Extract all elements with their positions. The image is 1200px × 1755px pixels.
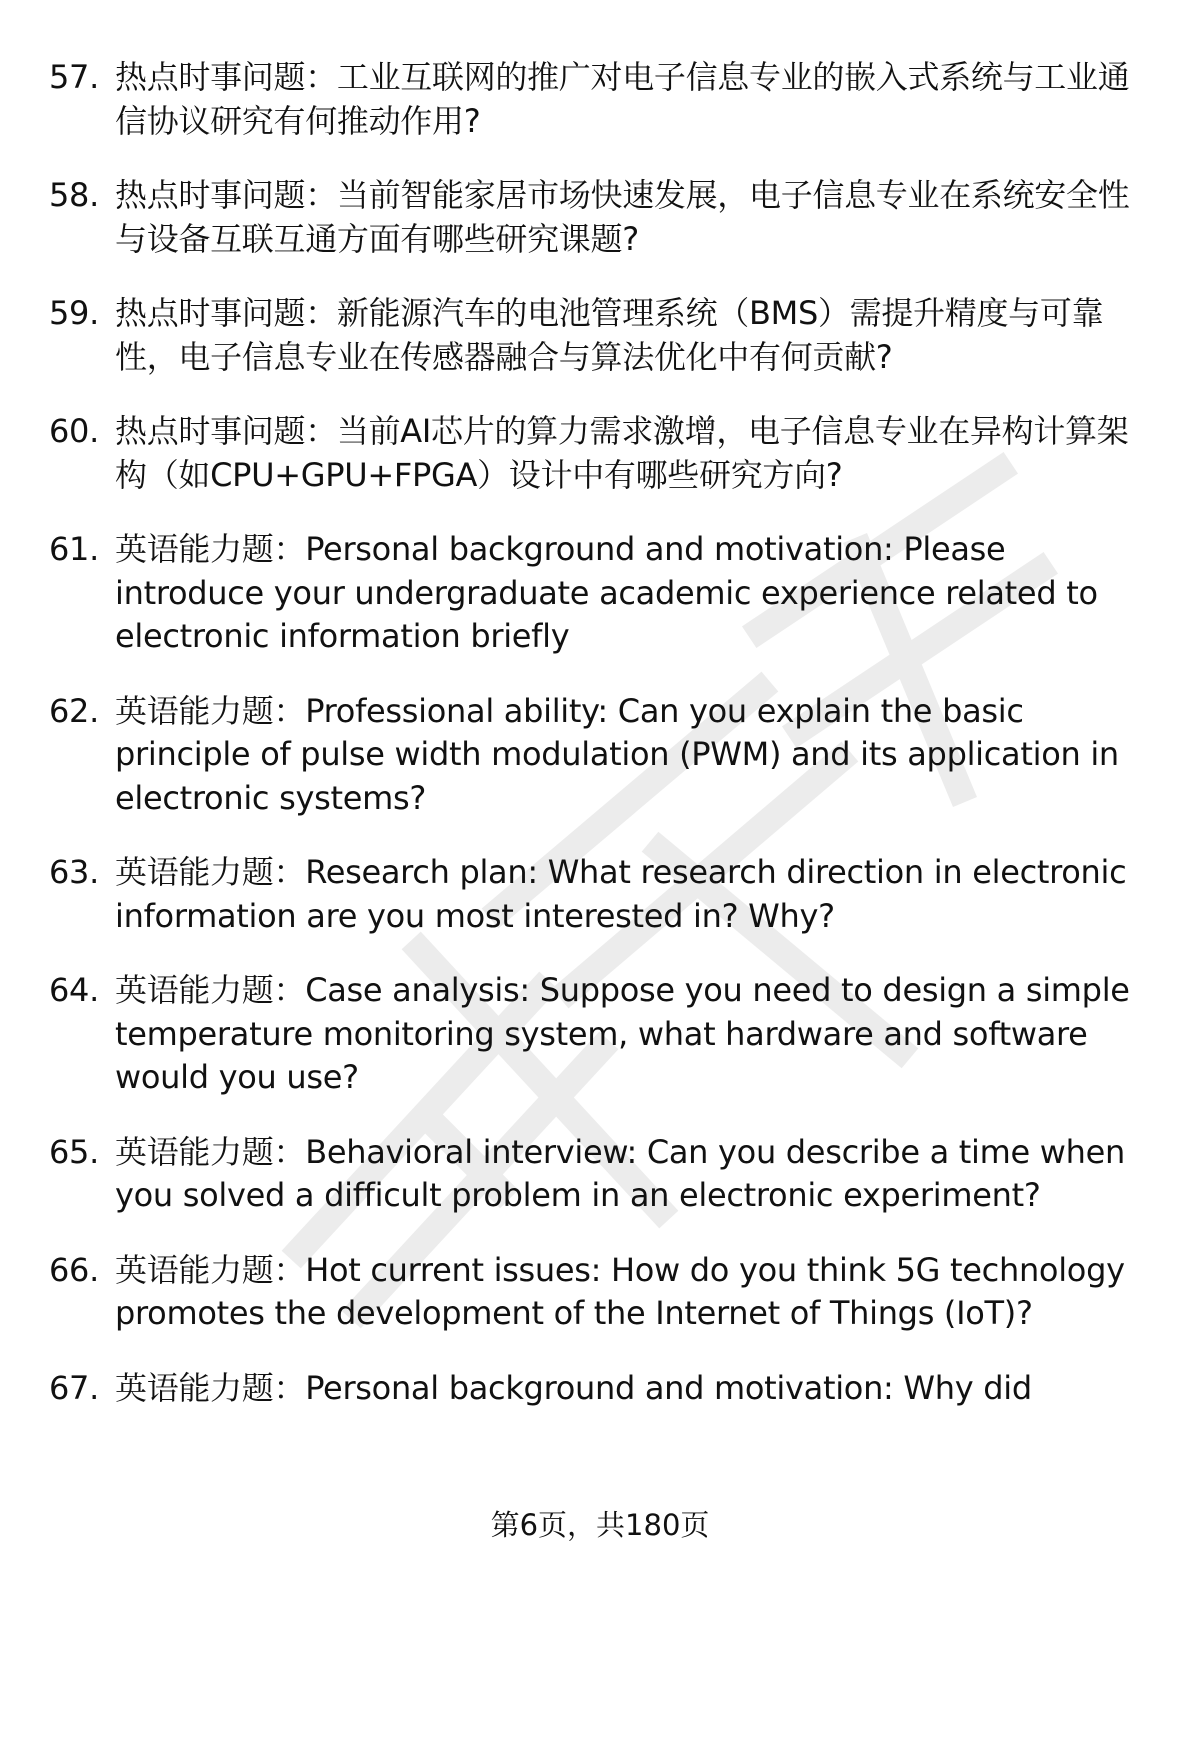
list-item — [0, 410, 1200, 497]
item-text: 热点时事问题：工业互联网的推广对电子信息专业的嵌入式系统与工业通信协议研究有何推动作用? — [115, 58, 1130, 140]
item-text: 英语能力题：Case analysis: Suppose you need to design a simple temperature monitoring system, what hardware and software would you use? — [115, 971, 1130, 1096]
page-footer — [0, 1505, 1200, 1545]
item-number: 57. — [49, 58, 99, 96]
item-number: 59. — [49, 294, 99, 332]
item-number: 61. — [49, 530, 99, 568]
list-item — [0, 690, 1200, 821]
item-number: 67. — [49, 1368, 99, 1407]
list-item — [0, 1249, 1200, 1336]
item-text: 英语能力题：Personal background and motivation: Please introduce your undergraduate academic experience related to electronic information briefly — [115, 530, 1098, 655]
list-item — [0, 969, 1200, 1100]
list-item — [0, 292, 1200, 379]
page-indicator: 第6页，共180页 — [490, 1508, 710, 1542]
item-number: 64. — [49, 971, 99, 1009]
question-list — [0, 56, 1200, 1410]
list-item — [0, 1131, 1200, 1218]
item-text: 热点时事问题：当前智能家居市场快速发展，电子信息专业在系统安全性与设备互联互通方面有哪些研究课题? — [115, 176, 1130, 258]
item-text: 英语能力题：Behavioral interview: Can you describe a time when you solved a difficult problem in an electronic experiment? — [115, 1132, 1125, 1214]
item-text: 热点时事问题：新能源汽车的电池管理系统（BMS）需提升精度与可靠性，电子信息专业在传感器融合与算法优化中有何贡献? — [115, 294, 1104, 376]
item-text: 英语能力题：Personal background and motivation: Why did — [115, 1368, 1032, 1407]
list-item — [0, 528, 1200, 659]
document-page — [0, 56, 1200, 1441]
item-number: 63. — [49, 853, 99, 891]
item-text: 热点时事问题：当前AI芯片的算力需求激增，电子信息专业在异构计算架构（如CPU+GPU+FPGA）设计中有哪些研究方向? — [115, 412, 1129, 494]
item-text: 英语能力题：Research plan: What research direction in electronic information are you most interested in? Why? — [115, 853, 1127, 935]
item-text: 英语能力题：Professional ability: Can you explain the basic principle of pulse width modulation (PWM) and its application in electronic systems? — [115, 691, 1119, 817]
list-item — [0, 851, 1200, 938]
item-number: 60. — [49, 412, 99, 450]
list-item — [0, 174, 1200, 261]
list-item — [0, 56, 1200, 143]
item-text: 英语能力题：Hot current issues: How do you think 5G technology promotes the development of the Internet of Things (IoT)? — [115, 1250, 1125, 1332]
item-number: 65. — [49, 1132, 99, 1171]
item-number: 66. — [49, 1250, 99, 1289]
item-number: 62. — [49, 691, 99, 730]
list-item — [0, 1367, 1200, 1411]
item-number: 58. — [49, 176, 99, 214]
